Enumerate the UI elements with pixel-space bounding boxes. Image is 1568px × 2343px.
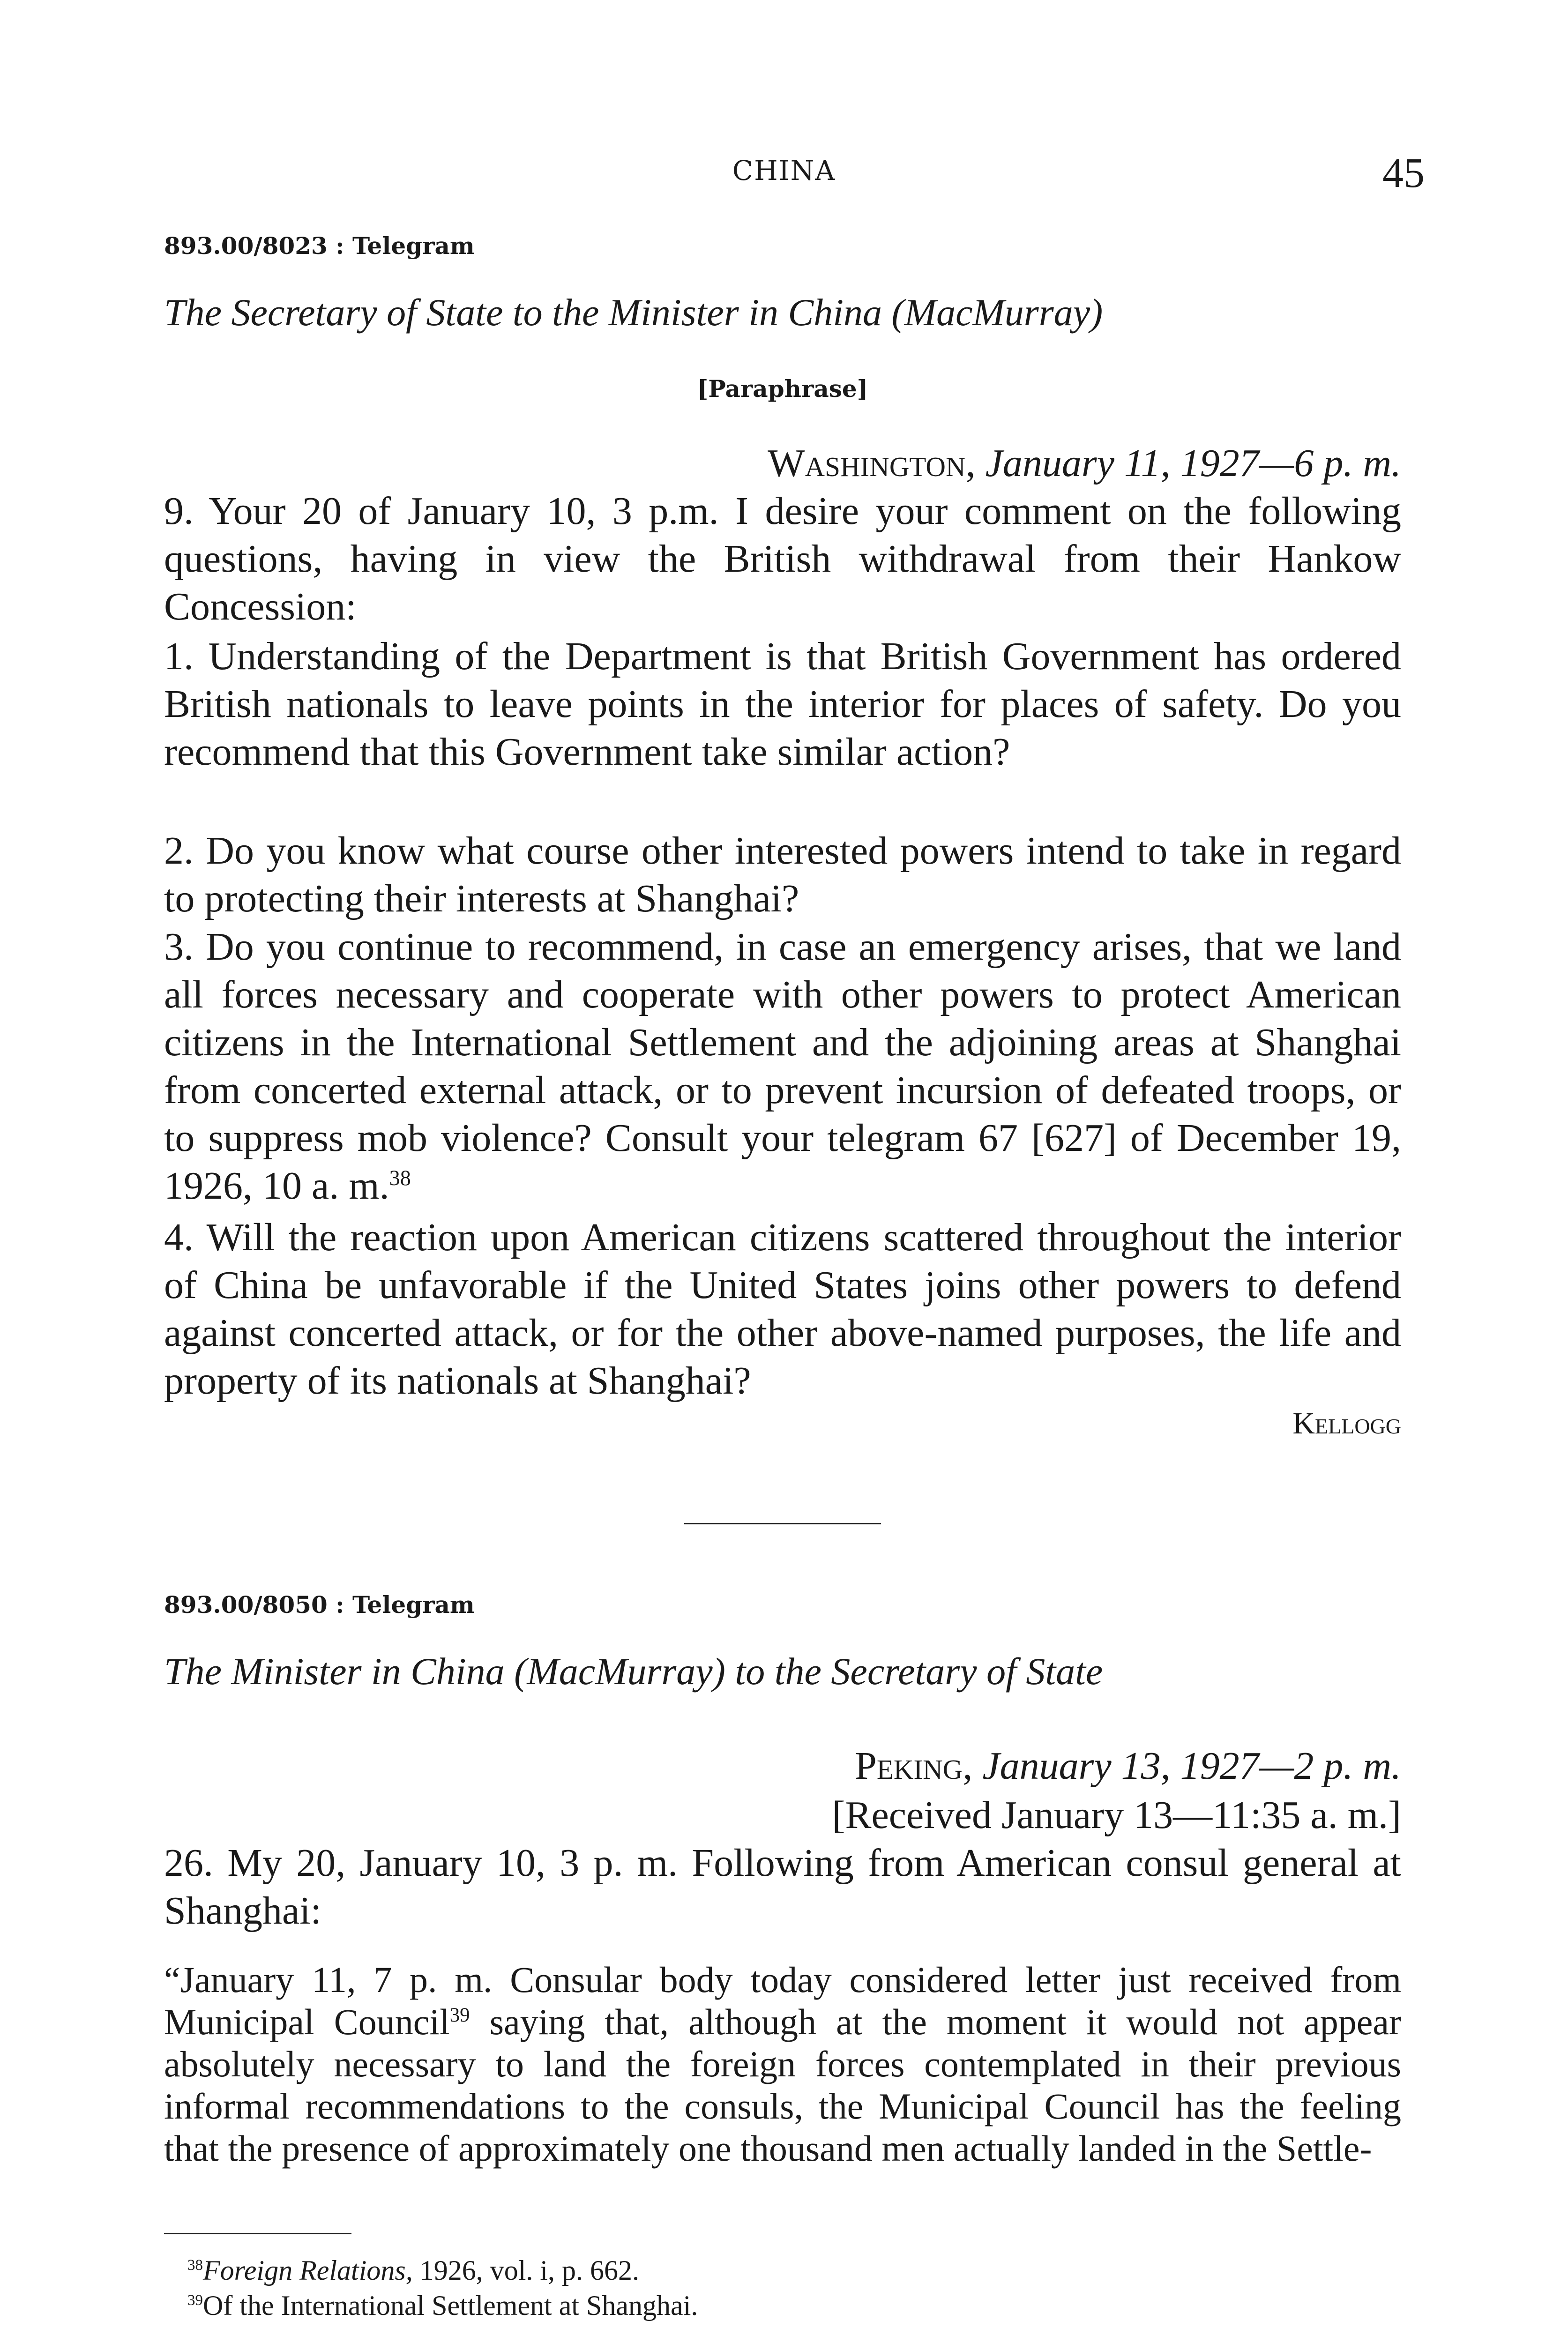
footnote-38-marker: 38 <box>187 2257 203 2274</box>
doc1-paraphrase: [Paraphrase] <box>697 375 868 403</box>
running-head: CHINA <box>732 155 836 187</box>
doc1-signature: Kellogg <box>1292 1406 1401 1440</box>
doc1-dateline <box>164 440 1401 486</box>
doc1-paragraph-q1: 1. Understanding of the Department is that British Government has ordered British nationals to leave points in the interior for places of safety. Do you recommend that this Government take similar action? <box>164 634 1401 774</box>
footnote-38-italic: Foreign Relations, <box>203 2255 413 2286</box>
doc1-title: The Secretary of State to the Minister in China (MacMurray) <box>164 291 1103 334</box>
footnote-39 <box>187 2289 1401 2322</box>
doc1-paragraph-q4: 4. Will the reaction upon American citizens scattered throughout the interior of China be unfavorable if the United States joins other powers to defend against concerted attack, or for the other above-named purposes, the life and property of its nationals at Shanghai? <box>164 1216 1401 1403</box>
doc1-date: January 11, 1927—6 p. m. <box>985 441 1401 485</box>
doc2-place: Peking, <box>855 1744 973 1788</box>
doc1-paragraph-intro: 9. Your 20 of January 10, 3 p.m. I desire your comment on the following questions, having in view the British withdrawal from their Hankow Concession: <box>164 489 1401 628</box>
footnote-38-text: 1926, vol. i, p. 662. <box>419 2255 640 2286</box>
footnote-ref-39: 39 <box>449 2004 470 2026</box>
doc1-q3-text: 3. Do you continue to recommend, in case an emergency arises, that we land all forces necessary and cooperate with other powers to protect American citizens in the International Settlement and the adjoining areas at Shanghai from concerted external attack, or to prevent incursion of defeated troops, or to suppress mob violence? Consult your telegram 67 [627] of December 19, 1926, 10 a. m. <box>164 925 1401 1208</box>
doc2-quote-part1: “January 11, 7 p. m. Consular body today considered letter just received from Municipal Council <box>164 1959 1401 2042</box>
doc1-paragraph-q2: 2. Do you know what course other interested powers intend to take in regard to protecting their interests at Shanghai? <box>164 829 1401 920</box>
footnote-39-text: Of the International Settlement at Shanghai. <box>203 2290 698 2321</box>
footnote-rule <box>164 2233 351 2234</box>
page-number: 45 <box>1382 150 1425 196</box>
doc2-paragraph: 26. My 20, January 10, 3 p. m. Following from American consul general at Shanghai: <box>164 1841 1401 1933</box>
doc2-quote <box>164 1959 1401 2170</box>
doc1-paragraph-q3 <box>164 923 1401 1210</box>
doc2-quote-part2: saying that, although at the moment it would not appear absolutely necessary to land the foreign forces contemplated in their previous informal recommendations to the consuls, the Municipal Council has the feeling that the presence of approximately one thousand men actually landed in the Settle- <box>164 2001 1401 2169</box>
section-divider <box>684 1523 881 1524</box>
doc2-date: January 13, 1927—2 p. m. <box>982 1744 1401 1788</box>
footnote-39-marker: 39 <box>187 2292 203 2309</box>
doc1-file-ref: 893.00/8023 : Telegram <box>164 232 475 260</box>
doc2-dateline <box>164 1743 1401 1789</box>
footnote-ref-38: 38 <box>389 1166 411 1190</box>
doc2-title: The Minister in China (MacMurray) to the Secretary of State <box>164 1650 1103 1693</box>
footnote-38 <box>187 2254 1401 2287</box>
doc1-place: Washington, <box>768 441 976 485</box>
doc2-received: [Received January 13—11:35 a. m.] <box>832 1793 1401 1837</box>
doc2-file-ref: 893.00/8050 : Telegram <box>164 1591 475 1619</box>
